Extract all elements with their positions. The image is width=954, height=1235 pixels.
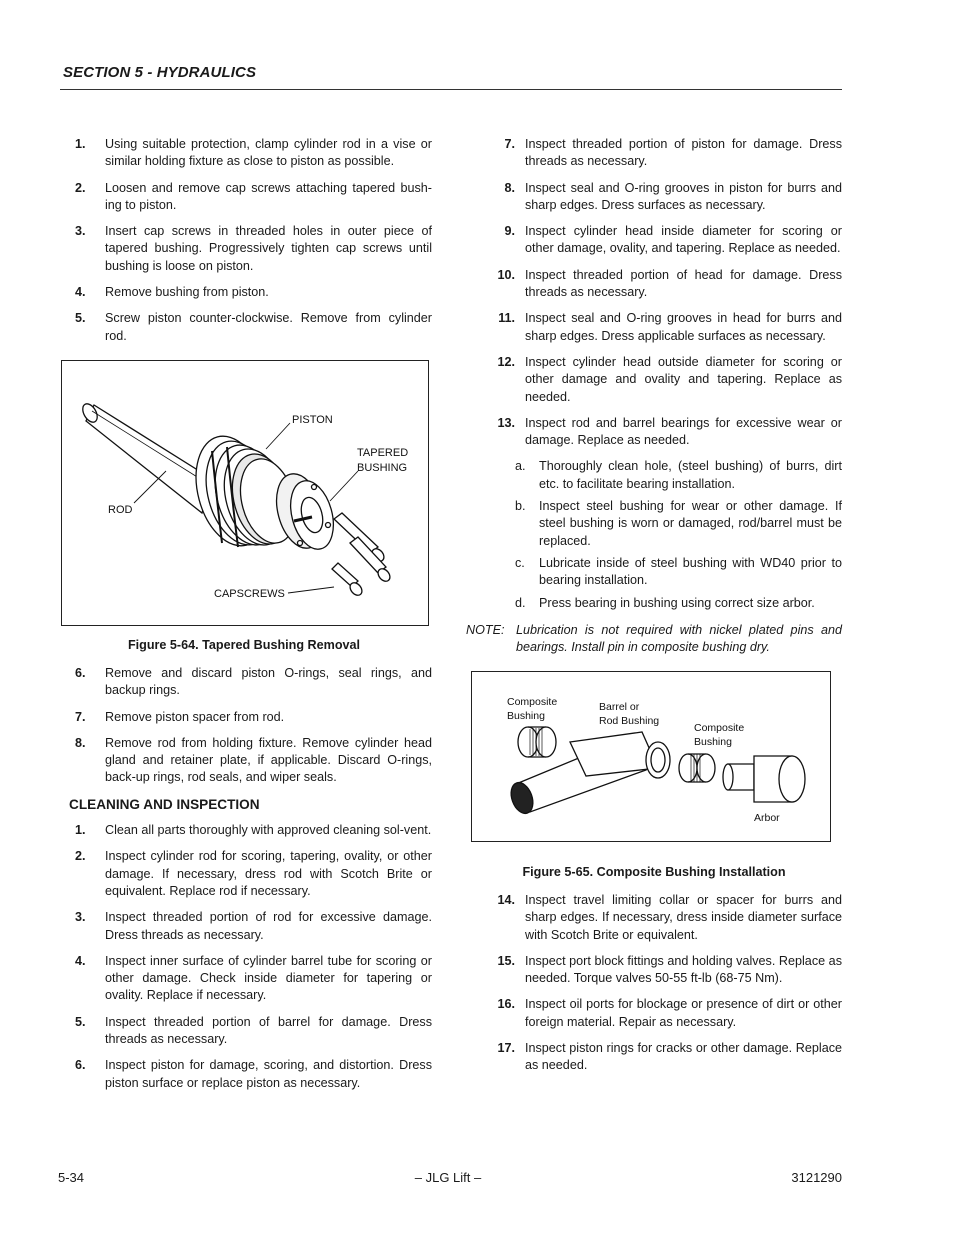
- step-number: 13.: [497, 415, 515, 430]
- step-text: Inspect oil ports for blockage or presence of dirt or other foreign material. Repair as necessary.: [525, 997, 842, 1029]
- list-item: [75, 136, 432, 171]
- list-item: [75, 284, 432, 301]
- step-number: 9.: [504, 224, 515, 239]
- step-number: 10.: [497, 267, 515, 282]
- step-number: 17.: [497, 1041, 515, 1056]
- step-text: Inspect cylinder rod for scoring, tapering, ovality, or other damage. If necessary, dress rod with Scotch Brite or equivalent. Replace rod if necessary.: [105, 849, 432, 898]
- left-steps-b: [69, 665, 432, 1092]
- step-number: 3.: [75, 910, 86, 925]
- step-number: 7.: [75, 709, 86, 724]
- step-text: Inspect threaded portion of head for damage. Dress threads as necessary.: [525, 267, 842, 300]
- step-number: 3.: [75, 224, 86, 239]
- sub-letter: d.: [515, 595, 526, 610]
- step-text: Inspect cylinder head outside diameter for scoring or other damage and ovality and tapering. Replace as needed.: [525, 354, 842, 404]
- list-item: [75, 665, 432, 700]
- step-text: Inspect seal and O-ring grooves in piston for burrs and sharp edges. Dress surfaces as necessary.: [525, 180, 842, 212]
- step-number: 12.: [497, 354, 515, 369]
- list-item: [75, 310, 432, 345]
- label-rod: ROD: [108, 504, 133, 516]
- list-item: [476, 892, 842, 944]
- list-item: [75, 223, 432, 275]
- label-composite-2b: Bushing: [694, 736, 732, 748]
- step-number: 6.: [75, 1058, 86, 1073]
- note-text: Lubrication is not required with nickel plated pins and bearings. Install pin in composite bushing dry.: [516, 622, 842, 655]
- step-text: Inspect port block fittings and holding valves. Replace as needed. Torque valves 50-55 ft-lb (68-75 Nm).: [525, 953, 842, 986]
- list-item: [476, 180, 842, 215]
- note: [466, 622, 842, 657]
- step-text: Inspect piston for damage, scoring, and distortion. Dress piston surface or replace piston as necessary.: [105, 1058, 432, 1090]
- step-text: Clean all parts thoroughly with approved cleaning sol-vent.: [105, 823, 432, 838]
- step-text: Loosen and remove cap screws attaching tapered bush-ing to piston.: [105, 180, 432, 212]
- sub-item: [515, 595, 842, 612]
- list-item: [75, 1014, 432, 1049]
- step-number: 2.: [75, 849, 86, 864]
- footer-center: – JLG Lift –: [414, 1170, 482, 1185]
- step-text: Inspect travel limiting collar or spacer for burrs and sharp edges. If necessary, dress inside diameter surface with Scotch Brite or equivalent.: [525, 893, 842, 942]
- label-barrel-a: Barrel or: [599, 701, 640, 713]
- step-number: 5.: [75, 311, 86, 326]
- sub-item: [515, 555, 842, 590]
- label-composite-1a: Composite: [507, 696, 558, 708]
- list-item: [476, 267, 842, 302]
- label-composite-1b: Bushing: [507, 710, 545, 722]
- list-item: [75, 180, 432, 215]
- sub-text: Inspect steel bushing for wear or other damage. If steel bushing is worn or damaged, rod/barrel must be replaced.: [539, 499, 842, 548]
- list-item: [75, 709, 432, 726]
- step-text: Using suitable protection, clamp cylinder rod in a vise or similar holding fixture as close to piston as possible.: [105, 137, 432, 169]
- step-number: 2.: [75, 180, 86, 195]
- step-number: 8.: [504, 180, 515, 195]
- label-barrel-b: Rod Bushing: [599, 715, 660, 727]
- right-steps-b: [476, 892, 842, 1075]
- step-number: 16.: [497, 997, 515, 1012]
- section-title: SECTION 5 - HYDRAULICS: [63, 64, 257, 81]
- figure-composite-bushing: [471, 671, 831, 842]
- sub-text: Lubricate inside of steel bushing with WD40 prior to bearing installation.: [539, 555, 842, 588]
- cleaning-heading: CLEANING AND INSPECTION: [69, 796, 260, 812]
- list-item: [476, 415, 842, 450]
- sub-text: Thoroughly clean hole, (steel bushing) of burrs, dirt etc. to facilitate bearing installation.: [539, 459, 842, 491]
- figure-tapered-bushing: [61, 360, 429, 626]
- step-text: Inspect inner surface of cylinder barrel tube for scoring or other damage. Check inside diameter for tapering or ovality. Replace if necessary.: [105, 953, 432, 1003]
- header-rule: [60, 89, 842, 90]
- page-number: 5-34: [58, 1170, 85, 1185]
- step-number: 1.: [75, 823, 86, 838]
- list-item: [75, 953, 432, 1005]
- step-number: 5.: [75, 1014, 86, 1029]
- step-text: Inspect piston rings for cracks or other damage. Replace as needed.: [525, 1041, 842, 1073]
- list-item: [476, 1040, 842, 1075]
- list-item: [75, 822, 432, 839]
- step-number: 11.: [498, 311, 515, 326]
- step-text: Remove rod from holding fixture. Remove cylinder head gland and retainer plate, if applicable. Discard O-rings, back-up rings, rod seals, and wiper seals.: [105, 735, 432, 785]
- sub-item: [515, 498, 842, 550]
- sub-text: Press bearing in bushing using correct size arbor.: [539, 595, 815, 610]
- list-item: [476, 996, 842, 1031]
- label-bushing: BUSHING: [357, 462, 408, 474]
- step-text: Inspect threaded portion of piston for damage. Dress threads as necessary.: [525, 137, 842, 169]
- label-capscrews: CAPSCREWS: [214, 588, 285, 600]
- label-composite-2a: Composite: [694, 722, 745, 734]
- sub-letter: c.: [515, 555, 525, 570]
- step-number: 4.: [75, 953, 86, 968]
- step-number: 14.: [497, 893, 515, 907]
- list-item: [476, 223, 842, 258]
- list-item: [75, 909, 432, 944]
- list-item: [476, 310, 842, 345]
- list-item: [476, 953, 842, 988]
- step-number: 8.: [75, 735, 86, 750]
- list-item: [75, 735, 432, 787]
- step-number: 4.: [75, 285, 86, 300]
- step-number: 15.: [497, 953, 515, 968]
- step-text: Remove bushing from piston.: [105, 285, 269, 300]
- list-item: [75, 848, 432, 900]
- figure-64-caption: Figure 5-64. Tapered Bushing Removal: [127, 638, 361, 652]
- composite-bushing-illustration: [472, 672, 830, 841]
- tapered-bushing-illustration: [62, 361, 428, 625]
- list-item: [75, 1057, 432, 1092]
- step-number: 1.: [75, 137, 86, 151]
- note-label: NOTE:: [466, 622, 505, 637]
- right-steps-a: [466, 136, 842, 656]
- step-text: Inspect threaded portion of rod for excessive damage. Dress threads as necessary.: [105, 910, 432, 942]
- list-item: [476, 354, 842, 406]
- step-text: Inspect threaded portion of barrel for damage. Dress threads as necessary.: [105, 1014, 432, 1047]
- step-number: 7.: [504, 137, 515, 151]
- label-tapered: TAPERED: [357, 447, 409, 459]
- step-text: Remove and discard piston O-rings, seal rings, and backup rings.: [105, 666, 432, 698]
- step-text: Insert cap screws in threaded holes in outer piece of tapered bushing. Progressively tighten cap screws until bushing is loose on piston.: [105, 224, 432, 273]
- sub-item: [515, 458, 842, 493]
- document-number: 3121290: [791, 1170, 842, 1185]
- step-text: Inspect cylinder head inside diameter for scoring or other damage, ovality, and tapering. Replace as needed.: [525, 224, 842, 256]
- list-item: [476, 136, 842, 171]
- step-text: Screw piston counter-clockwise. Remove from cylinder rod.: [105, 311, 432, 343]
- label-piston: PISTON: [292, 414, 333, 426]
- figure-65-caption: Figure 5-65. Composite Bushing Installation: [522, 865, 786, 879]
- step-text: Inspect rod and barrel bearings for excessive wear or damage. Replace as needed.: [525, 415, 842, 448]
- step-text: Remove piston spacer from rod.: [105, 709, 285, 724]
- sub-letter: a.: [515, 459, 526, 474]
- left-steps-a: [75, 136, 432, 345]
- step-text: Inspect seal and O-ring grooves in head for burrs and sharp edges. Dress applicable surfaces as necessary.: [525, 311, 842, 343]
- step-number: 6.: [75, 666, 86, 680]
- sub-letter: b.: [515, 499, 526, 514]
- label-arbor: Arbor: [754, 812, 780, 824]
